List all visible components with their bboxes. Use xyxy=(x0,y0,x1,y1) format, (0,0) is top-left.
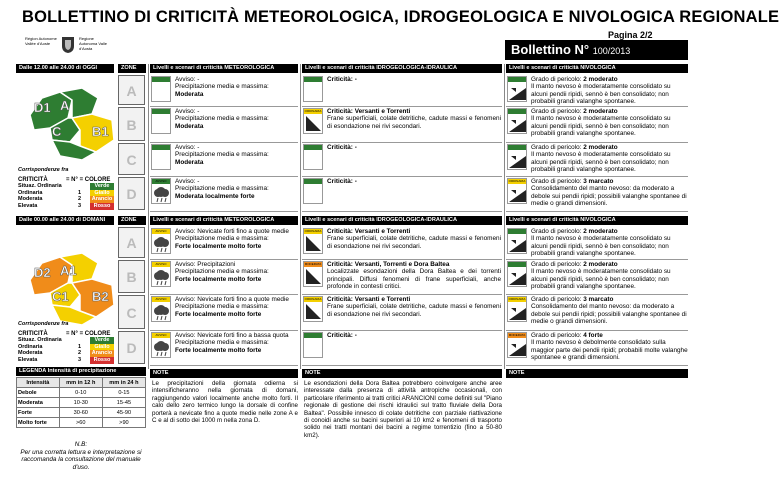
danger-level: 2 moderato xyxy=(583,228,618,235)
map-zone-label: B2 xyxy=(92,289,109,304)
legend-number: 3 xyxy=(78,356,82,363)
nivo-head xyxy=(531,296,688,303)
avalanche-icon-badge: ORDINARIA xyxy=(508,297,526,301)
legend-head-colore: = N° = COLORE xyxy=(66,176,111,183)
col-header-nivo: Livelli e scenari di criticità NIVOLOGICA xyxy=(506,216,688,225)
danger-level: 2 moderato xyxy=(583,76,618,83)
legend-number: 3 xyxy=(78,202,82,209)
nivo-text xyxy=(531,178,688,211)
meteo-text xyxy=(175,108,297,142)
meteo-icon xyxy=(151,228,171,254)
meteo-icon-badge: AVVISO xyxy=(152,333,170,338)
bulletin-title: BOLLETTINO DI CRITICITÀ METEOROLOGICA, IDROGEOLOGICA E NIVOLOGICA REGIONALE xyxy=(22,8,779,26)
landslide-icon xyxy=(303,228,323,254)
legend-criticality: Elevata xyxy=(18,202,38,209)
region-logos xyxy=(25,36,135,58)
col-header-zone: ZONE xyxy=(118,64,146,73)
idro-desc: Frane superficiali, colate detritiche, cadute massi e fenomeni di esondazione nei rivi secondari. xyxy=(327,303,501,318)
nivo-desc: Il manto nevoso è moderatamente consolidato su alcuni pendii ripidi, sennò è ben consolidato; non probabili grandi valanghe spontanee. xyxy=(531,268,671,291)
idro-text xyxy=(327,261,501,294)
intensity-cell: 45-90 xyxy=(102,408,145,418)
meteo-text xyxy=(175,178,297,211)
danger-label: Grado di pericolo: xyxy=(531,332,584,339)
legend-number: 2 xyxy=(78,196,82,203)
legend-today xyxy=(18,167,118,210)
landslide-icon xyxy=(303,108,323,134)
danger-label: Grado di pericolo: xyxy=(531,76,584,83)
idro-head: Criticità: Versanti e Torrenti xyxy=(327,228,411,235)
column-divider xyxy=(300,64,301,369)
meteo-line: Avviso: Nevicate forti fino a bassa quota xyxy=(175,332,289,339)
zone-label-0-3: D xyxy=(118,177,145,210)
zone-label-1-0: A xyxy=(118,227,145,258)
notes-idro-label: NOTE xyxy=(302,369,502,378)
meteo-icon xyxy=(151,178,171,204)
map-zone-label: D2 xyxy=(34,265,51,280)
meteo-intensity: Forte localmente molto forte xyxy=(175,242,262,250)
idro-desc: Frane superficiali, colate detritiche, cadute massi e fenomeni di esondazione nei rivi secondari. xyxy=(327,235,501,250)
notes-meteo: Le precipitazioni della giornata odierna si intensificheranno nella giornata di domani, raggiungendo valori localmente anche molto forti. Il calo dello zero termico lungo la dorsale di confine porterà a nevicate fino a quote medie nelle zone A e C e al di sotto dei 1000 m nella zona D. xyxy=(152,380,298,425)
danger-level: 4 forte xyxy=(583,332,603,339)
meteo-intensity: Moderata xyxy=(175,158,204,166)
nivo-text xyxy=(531,144,688,176)
zone-label-1-2: C xyxy=(118,295,145,329)
meteo-line: Precipitazione media e massima: xyxy=(175,115,269,123)
logo-text-it: Regione Autonoma Valle d'Aosta xyxy=(79,36,107,51)
meteo-text xyxy=(175,332,297,365)
map-zone-label: B1 xyxy=(92,124,109,139)
meteo-line: Precipitazione media e massima: xyxy=(175,339,269,347)
col-header-idro: Livelli e scenari di criticità IDROGEOLOGICA-IDRAULICA xyxy=(302,216,502,225)
landslide-icon xyxy=(303,332,323,358)
zone-label-0-2: C xyxy=(118,143,145,175)
zone-label-0-0: A xyxy=(118,75,145,105)
legend-header xyxy=(18,177,118,184)
page-number: Pagina 2/2 xyxy=(608,30,653,40)
idro-desc: Localizzate esondazioni della Dora Baltea e dei torrenti principali. Diffusi fenomeni di frane superficiali, anche profonde in contesti critici. xyxy=(327,268,501,291)
landslide-icon xyxy=(303,144,323,170)
meteo-intensity: Forte localmente molto forte xyxy=(175,310,262,318)
map-zone-label: C xyxy=(52,124,62,139)
nivo-desc: Il manto nevoso è moderatamente consolidato su alcuni pendii ripidi, sennò è ben consolidato; non probabili grandi valanghe spontanee. xyxy=(531,235,671,258)
danger-label: Grado di pericolo: xyxy=(531,261,584,268)
intensity-cell: Forte xyxy=(17,408,60,418)
nivo-desc: Il manto nevoso è moderatamente consolidato su alcuni pendii ripidi, sennò è ben consolidato; non probabili grandi valanghe spontanee. xyxy=(531,115,671,138)
avalanche-icon xyxy=(507,296,527,322)
legend-criticality: Ordinaria xyxy=(18,189,43,196)
legend-row xyxy=(18,190,118,197)
nivo-head xyxy=(531,228,688,235)
meteo-intensity: Forte localmente molto forte xyxy=(175,346,262,354)
legend-row xyxy=(18,183,118,190)
nivo-text xyxy=(531,332,688,365)
danger-label: Grado di pericolo: xyxy=(531,228,584,235)
legend-row xyxy=(18,344,118,351)
legend-criticality: Situaz. Ordinaria xyxy=(18,337,62,344)
intensity-legend-title: LEGENDA Intensità di precipitazione xyxy=(16,367,146,376)
nivo-text xyxy=(531,296,688,330)
nivo-desc: Consolidamento del manto nevoso: da moderato a debole sui pendii ripidi; possibili valanghe spontanee di medie o grandi dimensioni. xyxy=(531,303,687,326)
danger-label: Grado di pericolo: xyxy=(531,178,584,185)
map-zone-label: A1 xyxy=(60,263,77,278)
legend-criticality: Ordinaria xyxy=(18,343,43,350)
legend-number: 2 xyxy=(78,350,82,357)
nivo-text xyxy=(531,228,688,259)
meteo-icon xyxy=(151,108,171,134)
intensity-cell: 15-45 xyxy=(102,398,145,408)
notes-meteo-label: NOTE xyxy=(150,369,298,378)
legend-criticality: Elevata xyxy=(18,356,38,363)
col-header-idro: Livelli e scenari di criticità IDROGEOLOGICA-IDRAULICA xyxy=(302,64,502,73)
legend-number: 1 xyxy=(78,189,82,196)
bulletin-label: Bollettino N° xyxy=(511,42,590,57)
idro-head: Criticità: Versanti e Torrenti xyxy=(327,296,411,303)
zone-label-1-3: D xyxy=(118,331,145,364)
column-divider xyxy=(504,64,505,369)
meteo-line: Precipitazione media e massima: xyxy=(175,185,269,193)
map-zone-label: D1 xyxy=(34,100,51,115)
landslide-icon xyxy=(303,178,323,204)
nivo-head xyxy=(531,76,688,83)
avalanche-icon xyxy=(507,144,527,170)
intensity-header-cell: Intensità xyxy=(17,378,60,388)
landslide-icon-badge: ORDINARIA xyxy=(304,109,322,113)
landslide-icon-badge: MODERATA xyxy=(304,262,322,266)
idro-head: Criticità: - xyxy=(327,178,357,185)
meteo-text xyxy=(175,261,297,294)
meteo-line: Avviso: Precipitazioni xyxy=(175,261,236,268)
danger-level: 2 moderato xyxy=(583,144,618,151)
idro-desc: Frane superficiali, colate detritiche, cadute massi e fenomeni di esondazione nei rivi secondari. xyxy=(327,115,501,130)
intensity-row xyxy=(17,408,146,418)
legend-row xyxy=(18,350,118,357)
column-divider xyxy=(148,64,149,369)
idro-head: Criticità: Versanti, Torrenti e Dora Baltea xyxy=(327,261,450,268)
intensity-cell: 30-60 xyxy=(59,408,102,418)
logo-text-fr: Région Autonome Vallée d'Aoste xyxy=(25,36,57,46)
legend-color: Arancio xyxy=(91,196,113,203)
idro-head: Criticità: - xyxy=(327,332,357,339)
meteo-line: Precipitazione media e massima: xyxy=(175,268,269,276)
intensity-row xyxy=(17,418,146,428)
legend-row xyxy=(18,196,118,203)
intensity-cell: Molto forte xyxy=(17,418,60,428)
nivo-text xyxy=(531,108,688,142)
nivo-text xyxy=(531,261,688,294)
danger-level: 2 moderato xyxy=(583,261,618,268)
avalanche-icon xyxy=(507,228,527,254)
map-zone-label: C1 xyxy=(52,289,69,304)
danger-level: 3 marcato xyxy=(583,178,614,185)
meteo-line: Avviso: Nevicate forti fino a quote medie xyxy=(175,228,289,235)
danger-label: Grado di pericolo: xyxy=(531,144,584,151)
legend-header xyxy=(18,331,118,338)
nivo-desc: Il manto nevoso è moderatamente consolidato su alcuni pendii ripidi, sennò è ben consolidato; non probabili grandi valanghe spontanee. xyxy=(531,83,671,106)
nivo-desc: Il manto nevoso è moderatamente consolidato su alcuni pendii ripidi, sennò è ben consolidato; non probabili grandi valanghe spontanee. xyxy=(531,151,671,174)
danger-level: 3 marcato xyxy=(583,296,614,303)
nb-label: N.B: xyxy=(74,441,88,448)
nivo-desc: Consolidamento del manto nevoso: da moderato a debole sui pendii ripidi; possibili valanghe spontanee di medie o grandi dimensioni. xyxy=(531,185,687,208)
legend-tomorrow xyxy=(18,321,118,364)
legend-title: Corrispondenze fra xyxy=(18,167,69,173)
notes-idro: Le esondazioni della Dora Baltea potrebbero coinvolgere anche aree interessate dalla presenza di attività antropiche occasionali, con particolare riferimento ai tratti critici ARANCIONI come definiti sul "Piano regionale di gestione dei rischi idraulici sul tratto fluviale della Dora Baltea". Possibile innesco di colate detritiche con parziale riattivazione di conoidi anche su bacini superiori ai 10 km2 e fenomeni di trasporto solido nei tratti montani dei bacini a regime torrentizio (fino a 50-80 km2). xyxy=(304,380,502,439)
nivo-desc: Il manto nevoso è debolmente consolidato sulla maggior parte dei pendii ripidi; probabili molte valanghe spontanee e grandi dimensioni. xyxy=(531,339,688,362)
meteo-text xyxy=(175,296,297,330)
meteo-icon xyxy=(151,296,171,322)
intensity-row xyxy=(17,388,146,398)
col-header-meteo: Livelli e scenari di criticità METEOROLOGICA xyxy=(150,216,298,225)
meteo-icon-badge: AVVISO xyxy=(152,179,170,184)
danger-label: Grado di pericolo: xyxy=(531,108,584,115)
intensity-header-cell: mm in 24 h xyxy=(102,378,145,388)
intensity-cell: Moderata xyxy=(17,398,60,408)
map-zone-label: A xyxy=(60,98,70,113)
coat-of-arms-icon xyxy=(61,36,75,54)
legend-criticality: Moderata xyxy=(18,196,43,203)
intensity-cell: 0-15 xyxy=(102,388,145,398)
meteo-icon xyxy=(151,76,171,102)
idro-text xyxy=(327,76,501,106)
avalanche-icon xyxy=(507,178,527,204)
manual-note: Per una corretta lettura e interpretazione si raccomanda la consultazione del manuale d'uso. xyxy=(20,448,142,471)
col-header-zone: ZONE xyxy=(118,216,146,225)
period-label-1: Dalle 00.00 alle 24.00 di DOMANI xyxy=(16,216,114,225)
nivo-head xyxy=(531,178,688,185)
zone-map-today xyxy=(20,80,120,165)
legend-row xyxy=(18,203,118,210)
avalanche-icon-badge: MODERATA xyxy=(508,333,526,337)
legend-head-criticita: CRITICITÀ xyxy=(18,176,48,183)
meteo-line: Precipitazione media e massima: xyxy=(175,303,269,311)
intensity-table xyxy=(16,377,146,428)
meteo-intensity: Moderata xyxy=(175,122,204,130)
meteo-icon-badge: AVVISO xyxy=(152,297,170,302)
landslide-icon xyxy=(303,261,323,287)
danger-label: Grado di pericolo: xyxy=(531,296,584,303)
legend-color: Arancio xyxy=(91,350,113,357)
col-header-meteo: Livelli e scenari di criticità METEOROLOGICA xyxy=(150,64,298,73)
legend-number: 1 xyxy=(78,343,82,350)
nivo-head xyxy=(531,144,688,151)
meteo-icon-badge: AVVISO xyxy=(152,262,170,267)
legend-color: Verde xyxy=(90,337,114,344)
nivo-head xyxy=(531,261,688,268)
idro-head: Criticità: - xyxy=(327,76,357,83)
period-label-0: Dalle 12.00 alle 24.00 di OGGI xyxy=(16,64,114,73)
intensity-cell: >60 xyxy=(59,418,102,428)
legend-row xyxy=(18,357,118,364)
meteo-intensity: Moderata localmente forte xyxy=(175,192,255,200)
avalanche-icon xyxy=(507,261,527,287)
legend-color: Giallo xyxy=(90,344,114,351)
bulletin-number: 100/2013 xyxy=(592,46,631,56)
idro-text xyxy=(327,296,501,330)
landslide-icon-badge: ORDINARIA xyxy=(304,229,322,233)
legend-criticality: Situaz. Ordinaria xyxy=(18,183,62,190)
legend-title: Corrispondenze fra xyxy=(18,321,69,327)
avalanche-icon xyxy=(507,332,527,358)
intensity-header-row xyxy=(17,378,146,388)
avalanche-icon xyxy=(507,76,527,102)
meteo-text xyxy=(175,228,297,259)
avalanche-icon-badge: ORDINARIA xyxy=(508,179,526,183)
intensity-row xyxy=(17,398,146,408)
landslide-icon xyxy=(303,76,323,102)
idro-head: Criticità: Versanti e Torrenti xyxy=(327,108,411,115)
landslide-icon-badge: ORDINARIA xyxy=(304,297,322,301)
meteo-intensity: Forte localmente molto forte xyxy=(175,275,262,283)
intensity-cell: 0-10 xyxy=(59,388,102,398)
meteo-icon-badge: AVVISO xyxy=(152,229,170,234)
idro-head: Criticità: - xyxy=(327,144,357,151)
intensity-cell: 10-30 xyxy=(59,398,102,408)
legend-color: Rosso xyxy=(90,203,114,210)
meteo-line: Precipitazione media e massima: xyxy=(175,83,269,91)
meteo-icon xyxy=(151,261,171,287)
meteo-line: Precipitazione media e massima: xyxy=(175,151,269,159)
col-header-nivo: Livelli e scenari di criticità NIVOLOGICA xyxy=(506,64,688,73)
legend-color: Verde xyxy=(90,183,114,190)
danger-level: 2 moderato xyxy=(583,108,618,115)
meteo-text xyxy=(175,144,297,176)
meteo-line: Avviso: Nevicate forti fino a quote medie xyxy=(175,296,289,303)
zone-label-1-1: B xyxy=(118,260,145,293)
nivo-head xyxy=(531,108,688,115)
legend-row xyxy=(18,337,118,344)
idro-text xyxy=(327,108,501,142)
zone-label-0-1: B xyxy=(118,107,145,141)
meteo-line: Avviso: - xyxy=(175,144,200,151)
idro-text xyxy=(327,178,501,211)
legend-head-criticita: CRITICITÀ xyxy=(18,330,48,337)
landslide-icon xyxy=(303,296,323,322)
legend-criticality: Moderata xyxy=(18,350,43,357)
legend-color: Giallo xyxy=(90,190,114,197)
bulletin-number-box xyxy=(505,40,688,60)
nivo-text xyxy=(531,76,688,106)
meteo-icon xyxy=(151,332,171,358)
intensity-cell: Debole xyxy=(17,388,60,398)
meteo-line: Avviso: - xyxy=(175,76,200,83)
nivo-head xyxy=(531,332,688,339)
zone-map-tomorrow xyxy=(20,245,120,330)
meteo-line: Avviso: - xyxy=(175,108,200,115)
idro-text xyxy=(327,332,501,365)
intensity-cell: >90 xyxy=(102,418,145,428)
meteo-line: Precipitazione media e massima: xyxy=(175,235,269,243)
notes-nivo-label: NOTE xyxy=(506,369,688,378)
meteo-intensity: Moderata xyxy=(175,90,204,98)
idro-text xyxy=(327,144,501,176)
idro-text xyxy=(327,228,501,259)
meteo-icon xyxy=(151,144,171,170)
intensity-header-cell: mm in 12 h xyxy=(59,378,102,388)
legend-head-colore: = N° = COLORE xyxy=(66,330,111,337)
meteo-text xyxy=(175,76,297,106)
avalanche-icon xyxy=(507,108,527,134)
legend-color: Rosso xyxy=(90,357,114,364)
meteo-line: Avviso: - xyxy=(175,178,200,185)
